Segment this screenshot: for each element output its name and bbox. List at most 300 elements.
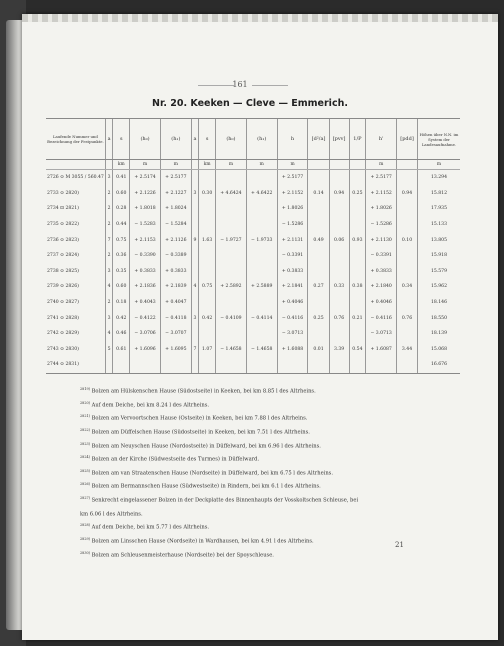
table-cell: 2733 ⊙ 2820): [47, 190, 79, 196]
table-cell: [246, 295, 277, 311]
footnote-text: Bolzen am Schleusenmeisterhause (Nordseite) bei der Spoyschleuse.: [91, 552, 274, 559]
table-cell: + 2.1836: [130, 279, 161, 295]
table-cell: 2741 ⊙ 2828): [47, 315, 79, 321]
table-cell: 3: [105, 264, 113, 280]
unit-cell: m: [246, 160, 277, 170]
table-cell: [246, 357, 277, 373]
footnote-ref: 2826): [80, 482, 90, 487]
table-row: [46, 186, 460, 202]
table-cell: + 2.1841: [277, 279, 308, 295]
table-row: [46, 232, 460, 248]
table-cell: 13.294: [418, 170, 461, 186]
table-cell: − 0.3391: [366, 248, 397, 264]
unit-cell: [397, 160, 418, 170]
table-cell: − 0.4118: [160, 310, 191, 326]
table-cell: 0.60: [113, 186, 130, 202]
table-cell: [397, 170, 418, 186]
table-cell: − 0.4116: [366, 310, 397, 326]
table-cell: [308, 264, 329, 280]
table-cell: [308, 295, 329, 311]
table-cell: + 1.8026: [277, 201, 308, 217]
page-number: 161: [232, 80, 248, 89]
table-cell: [349, 357, 366, 373]
table-cell: 0.14: [308, 186, 329, 202]
table-cell: [199, 295, 216, 311]
footnote-ref: 2820): [80, 400, 90, 405]
footnote-ref: 2819): [80, 387, 90, 391]
table-cell: 2726 ⊙ M 3055 / 560.47: [47, 175, 104, 181]
table-cell: − 0.4116: [277, 310, 308, 326]
table-cell: 0.61: [113, 342, 130, 358]
table-cell: 13.805: [418, 232, 461, 248]
table-cell: 9: [191, 232, 199, 248]
table-cell: + 0.4046: [277, 295, 308, 311]
table-cell: + 1.8018: [130, 201, 161, 217]
table-cell: [329, 264, 349, 280]
table-cell: 2: [105, 201, 113, 217]
table-cell: − 0.4109: [216, 310, 247, 326]
table-cell: [191, 170, 199, 186]
footnote: [80, 411, 460, 425]
column-header: h': [366, 119, 397, 160]
table-cell: [160, 357, 191, 373]
table-cell: + 2.1839: [160, 279, 191, 295]
table-cell: [216, 357, 247, 373]
table-cell: [246, 201, 277, 217]
table-cell: [216, 264, 247, 280]
table-cell: [246, 248, 277, 264]
table-cell: + 2.5892: [216, 279, 247, 295]
footnote-text: Senkrecht eingelassener Bolzen in der Deckplatte des Binnenhaupts der Vosskoltschen Schleuse, bei: [91, 497, 359, 504]
footnote-ref: 2824): [80, 455, 90, 460]
footnote-text: Bolzen am Bermannschen Hause (Südwestseite) in Rindern, bei km 6.1 l des Altrheins.: [91, 484, 321, 491]
table-cell: 18.550: [418, 310, 461, 326]
table-cell: 0.93: [349, 232, 366, 248]
footnote: [80, 548, 460, 562]
table-body: [46, 160, 460, 374]
table-cell: 2737 ⊙ 2824): [47, 253, 79, 259]
table-cell: 2740 ⊙ 2827): [47, 300, 79, 306]
table-cell: [329, 217, 349, 233]
table-header-row: [46, 119, 460, 160]
table-cell: + 4.6424: [216, 186, 247, 202]
table-cell: + 2.1153: [130, 232, 161, 248]
table-cell: 2736 ⊙ 2823): [47, 237, 79, 243]
table-cell: [191, 201, 199, 217]
table-cell: [191, 357, 199, 373]
footnote: [80, 452, 460, 466]
table-cell: − 0.3389: [160, 248, 191, 264]
table-cell: 0.25: [308, 310, 329, 326]
table-cell: 3: [191, 310, 199, 326]
table-row: [46, 295, 460, 311]
table-cell: 15.068: [418, 342, 461, 358]
table-row: [46, 342, 460, 358]
column-header: [d²/a]: [308, 119, 329, 160]
unit-cell: [308, 160, 329, 170]
table-cell: 3: [191, 186, 199, 202]
table-cell: 2: [105, 295, 113, 311]
table-cell: + 2.1226: [130, 186, 161, 202]
footnote: [80, 520, 460, 534]
table-cell: [397, 264, 418, 280]
table-cell: [329, 170, 349, 186]
unit-cell: m: [418, 160, 461, 170]
table-cell: − 1.5283: [130, 217, 161, 233]
unit-cell: [349, 160, 366, 170]
column-header: (h₁): [160, 119, 191, 160]
footnote-ref: 2830): [80, 550, 90, 555]
table-row: [46, 264, 460, 280]
table-cell: + 0.4043: [130, 295, 161, 311]
table-cell: 0.75: [113, 232, 130, 248]
unit-cell: m: [277, 160, 308, 170]
table-cell: 15.812: [418, 186, 461, 202]
page-number-rule-right: [252, 85, 288, 86]
table-cell: [397, 357, 418, 373]
footnote-text: Auf dem Deiche, bei km 8.24 l des Altrheins.: [91, 402, 210, 409]
table-row: [46, 357, 460, 373]
table-cell: 15.579: [418, 264, 461, 280]
table-cell: 3: [105, 170, 113, 186]
table-cell: − 0.3390: [130, 248, 161, 264]
table-cell: 0.94: [397, 186, 418, 202]
footnote-ref: 2829): [80, 537, 90, 542]
table-cell: − 3.0713: [366, 326, 397, 342]
leveling-table: [46, 118, 460, 374]
table-cell: [246, 264, 277, 280]
table-cell: − 1.5286: [366, 217, 397, 233]
table-cell: 7: [105, 232, 113, 248]
table-cell: 3: [105, 310, 113, 326]
table-cell: [191, 326, 199, 342]
table-cell: [397, 295, 418, 311]
table-cell: [246, 170, 277, 186]
table-cell: [308, 357, 329, 373]
unit-cell: [191, 160, 199, 170]
table-cell: 0.42: [199, 310, 216, 326]
table-cell: 2742 ⊙ 2829): [47, 331, 79, 337]
table-cell: [199, 170, 216, 186]
footnote: [80, 398, 460, 412]
column-header: h: [277, 119, 308, 160]
table-cell: [277, 357, 308, 373]
table-cell: 0.38: [349, 279, 366, 295]
table-cell: 0.21: [349, 310, 366, 326]
column-header: (h₀): [216, 119, 247, 160]
table-cell: [397, 326, 418, 342]
table-cell: 0.34: [397, 279, 418, 295]
table-cell: − 1.4658: [216, 342, 247, 358]
table-cell: + 2.1227: [160, 186, 191, 202]
table-cell: + 4.6422: [246, 186, 277, 202]
table-cell: [216, 217, 247, 233]
column-header: [pdd]: [397, 119, 418, 160]
table-cell: [349, 326, 366, 342]
table-cell: + 0.3833: [160, 264, 191, 280]
footnote-text: Bolzen am Neuyschen Hause (Nordostseite) in Düffelward, bei km 6.96 l des Altrheins.: [91, 443, 321, 450]
table-cell: 4: [105, 279, 113, 295]
footnote-ref: 2828): [80, 523, 90, 528]
table-cell: + 2.5174: [130, 170, 161, 186]
table-cell: 2735 ⊙ 2822): [47, 222, 79, 228]
table-cell: − 1.4658: [246, 342, 277, 358]
table-cell: [199, 264, 216, 280]
table-cell: 0.30: [199, 186, 216, 202]
table-cell: + 2.1152: [366, 186, 397, 202]
table-cell: 18.139: [418, 326, 461, 342]
unit-cell: km: [199, 160, 216, 170]
table-cell: + 2.5177: [366, 170, 397, 186]
table-cell: 0.44: [113, 217, 130, 233]
footnote: [80, 466, 460, 480]
table-cell: 0.75: [199, 279, 216, 295]
table-cell: 2744 ⊙ 2831): [46, 357, 105, 373]
table-cell: 2: [105, 186, 113, 202]
table-cell: 2734 ⊡ 2821): [47, 206, 79, 212]
table-cell: [191, 295, 199, 311]
table-cell: − 0.3391: [277, 248, 308, 264]
footnote: [80, 479, 460, 493]
units-row: [46, 160, 460, 170]
table-cell: [349, 264, 366, 280]
column-header: a: [105, 119, 113, 160]
table-cell: + 1.6095: [160, 342, 191, 358]
column-header: [pvv]: [329, 119, 349, 160]
footnote-ref: 2823): [80, 441, 90, 446]
page-top-edge: [22, 14, 498, 22]
table-cell: + 0.3833: [366, 264, 397, 280]
table-cell: + 2.1840: [366, 279, 397, 295]
table-cell: [308, 170, 329, 186]
table-cell: [216, 248, 247, 264]
table-cell: + 2.1126: [160, 232, 191, 248]
table-cell: 0.76: [397, 310, 418, 326]
table-cell: [349, 217, 366, 233]
table-cell: − 0.4122: [130, 310, 161, 326]
unit-cell: m: [130, 160, 161, 170]
table-cell: [246, 326, 277, 342]
footnote: [80, 493, 460, 507]
table-row: [46, 201, 460, 217]
table-cell: [216, 295, 247, 311]
table-cell: + 1.6088: [277, 342, 308, 358]
unit-cell: km: [113, 160, 130, 170]
footnote-text: Bolzen am Vervoortschen Hause (Ostseite) in Keeken, bei km 7.88 l des Altrheins.: [91, 416, 308, 423]
table-cell: − 3.0713: [277, 326, 308, 342]
table-cell: + 2.5177: [160, 170, 191, 186]
footnotes: [80, 384, 460, 561]
table-cell: 0.60: [113, 279, 130, 295]
table-cell: 0.33: [329, 279, 349, 295]
table-cell: 3.44: [397, 342, 418, 358]
table-cell: + 0.4047: [160, 295, 191, 311]
column-header: 1/P: [349, 119, 366, 160]
table-cell: 0.46: [113, 326, 130, 342]
table-cell: [349, 295, 366, 311]
table-cell: 15.962: [418, 279, 461, 295]
footnote-ref: 2821): [80, 414, 90, 419]
footnote: [80, 384, 460, 398]
table-cell: + 1.8024: [160, 201, 191, 217]
footnote-text: Bolzen an der Kirche (Südwestseite des Turmes) in Düffelward.: [91, 456, 260, 463]
table-cell: 7: [191, 342, 199, 358]
table-cell: 0.25: [349, 186, 366, 202]
table-cell: + 0.3833: [130, 264, 161, 280]
table-cell: 0.10: [397, 232, 418, 248]
table-cell: 1.07: [199, 342, 216, 358]
table-row: [46, 248, 460, 264]
table-cell: [329, 295, 349, 311]
table-cell: 17.935: [418, 201, 461, 217]
footnote-text: km 6.06 l des Altrheins.: [80, 511, 143, 518]
table-cell: [105, 357, 113, 373]
table-row: [46, 170, 460, 186]
table-cell: 0.41: [113, 170, 130, 186]
table-row: [46, 326, 460, 342]
table-cell: 2743 ⊙ 2830): [47, 346, 79, 352]
table-cell: 18.146: [418, 295, 461, 311]
table-cell: + 2.5889: [246, 279, 277, 295]
table-cell: 0.35: [113, 264, 130, 280]
footnote-text: Bolzen am Linsschen Hause (Nordseite) in Wardhausen, bei km 4.91 l des Altrheins.: [91, 538, 314, 545]
table-cell: + 1.8026: [366, 201, 397, 217]
table-cell: [308, 201, 329, 217]
table-row: [46, 217, 460, 233]
column-header: (h₀): [130, 119, 161, 160]
table-cell: [113, 357, 130, 373]
unit-cell: m: [216, 160, 247, 170]
table-row: [46, 310, 460, 326]
table-cell: [308, 248, 329, 264]
column-header: Höhen über N.N. im System der Landesaufnahme.: [418, 119, 461, 160]
table-cell: − 3.0706: [130, 326, 161, 342]
footnote-text: Bolzen am Hülskenschen Hause (Südostseite) in Keeken, bei km 8.85 l des Altrheins.: [91, 388, 316, 395]
table-cell: 0.01: [308, 342, 329, 358]
column-header: Laufende Nummer und Bezeichnung der Festpunkte.: [46, 119, 105, 160]
footnote: [80, 507, 460, 521]
table-cell: 15.918: [418, 248, 461, 264]
footnote-ref: 2822): [80, 427, 90, 432]
table-cell: [216, 170, 247, 186]
table-cell: [349, 170, 366, 186]
table-cell: 0.36: [113, 248, 130, 264]
table-cell: [130, 357, 161, 373]
table-cell: 0.06: [329, 232, 349, 248]
table-cell: 0.94: [329, 186, 349, 202]
table-cell: [191, 264, 199, 280]
table-cell: 16.676: [418, 357, 461, 373]
table-cell: + 1.6087: [366, 342, 397, 358]
footnote-text: Bolzen am Düffelschen Hause (Südostseite) in Keeken, bei km 7.51 l des Altrheins.: [91, 429, 310, 436]
table-cell: [199, 326, 216, 342]
table-cell: [397, 217, 418, 233]
footnote-ref: 2827): [80, 496, 90, 501]
table-cell: + 1.6096: [130, 342, 161, 358]
table-cell: 2738 ⊙ 2825): [47, 268, 79, 274]
unit-cell: m: [366, 160, 397, 170]
table-cell: [308, 217, 329, 233]
table-cell: 4: [191, 279, 199, 295]
table-cell: [329, 326, 349, 342]
unit-cell: [329, 160, 349, 170]
table-cell: + 2.1130: [366, 232, 397, 248]
footnote: [80, 439, 460, 453]
table-cell: [329, 357, 349, 373]
table-row: [46, 279, 460, 295]
table-cell: − 3.0707: [160, 326, 191, 342]
unit-cell: [105, 160, 113, 170]
table-cell: 0.76: [329, 310, 349, 326]
footnote-text: Bolzen am van Straatenschen Hause (Nordseite) in Düffelward, bei km 6.75 l des Altrheins.: [91, 470, 333, 477]
table-cell: − 1.9727: [216, 232, 247, 248]
table-cell: + 2.5177: [277, 170, 308, 186]
table-cell: [199, 201, 216, 217]
table-cell: 2739 ⊙ 2826): [47, 284, 79, 290]
table-cell: 0.28: [113, 201, 130, 217]
footnote: [80, 425, 460, 439]
table-cell: 0.18: [113, 295, 130, 311]
column-header: (h₁): [246, 119, 277, 160]
footer-number: 21: [395, 541, 404, 549]
table-cell: [397, 248, 418, 264]
table-cell: [216, 326, 247, 342]
table-cell: 0.27: [308, 279, 329, 295]
column-header: s: [113, 119, 130, 160]
table-cell: + 0.4046: [366, 295, 397, 311]
table-cell: [199, 357, 216, 373]
footnote-text: Auf dem Deiche, bei km 5.77 l des Altrheins.: [91, 525, 210, 532]
table-cell: [246, 217, 277, 233]
column-header: s: [199, 119, 216, 160]
table-cell: [366, 357, 397, 373]
table-cell: + 2.1131: [277, 232, 308, 248]
table-cell: 5: [105, 342, 113, 358]
unit-cell: [46, 160, 105, 170]
footnote-ref: 2825): [80, 468, 90, 473]
table-cell: − 0.4114: [246, 310, 277, 326]
table-cell: 2: [105, 217, 113, 233]
unit-cell: m: [160, 160, 191, 170]
table-cell: [329, 248, 349, 264]
table-cell: [199, 217, 216, 233]
table-cell: − 1.9733: [246, 232, 277, 248]
table-cell: + 0.3833: [277, 264, 308, 280]
table-cell: [191, 248, 199, 264]
table-cell: [216, 201, 247, 217]
page-title: Nr. 20. Keeken — Cleve — Emmerich.: [152, 98, 348, 109]
table-cell: 2: [105, 248, 113, 264]
table-cell: 15.133: [418, 217, 461, 233]
table-cell: [397, 201, 418, 217]
table-cell: 3.39: [329, 342, 349, 358]
table-cell: [349, 248, 366, 264]
table-cell: 0.49: [308, 232, 329, 248]
table-cell: 0.54: [349, 342, 366, 358]
table-cell: [308, 326, 329, 342]
table-cell: [349, 201, 366, 217]
table-cell: [191, 217, 199, 233]
table-cell: 0.42: [113, 310, 130, 326]
table-cell: + 2.1152: [277, 186, 308, 202]
table-cell: [329, 201, 349, 217]
table-cell: − 1.5286: [277, 217, 308, 233]
column-header: a: [191, 119, 199, 160]
table-cell: 4: [105, 326, 113, 342]
table-cell: 1.63: [199, 232, 216, 248]
table-cell: [199, 248, 216, 264]
table-cell: − 1.5284: [160, 217, 191, 233]
